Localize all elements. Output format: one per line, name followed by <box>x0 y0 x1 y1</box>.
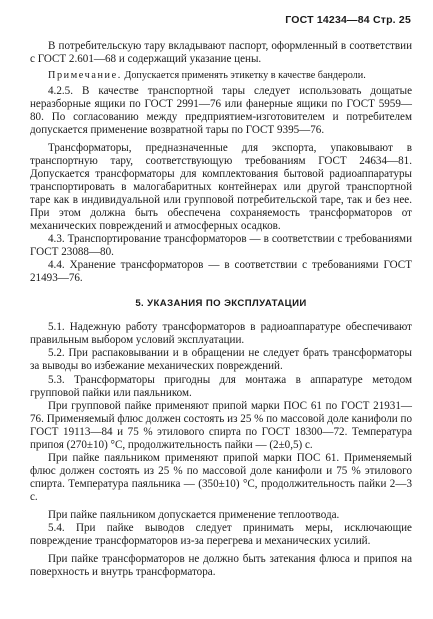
paragraph-5-3: 5.3. Трансформаторы пригодны для монтажа в аппаратуре методом групповой пайки или паяльником. <box>30 374 412 399</box>
note-label: Примечание. <box>48 70 122 81</box>
paragraph-4-2-5: 4.2.5. В качестве транспортной тары следует использовать дощатые неразборные ящики по ГОСТ 2991—76 или фанерные ящики по ГОСТ 5959—80. По согласованию между предприятием-изготовителем и потребителем допускается применение возвратной тары по ГОСТ 9395—76. <box>30 85 412 136</box>
paragraph-5-2: 5.2. При распаковывании и в обращении не следует брать трансформаторы за выводы во избежание механических повреждений. <box>30 347 412 372</box>
paragraph-4-4: 4.4. Хранение трансформаторов — в соответствии с требованиями ГОСТ 21493—76. <box>30 259 412 284</box>
section-title: 5. УКАЗАНИЯ ПО ЭКСПЛУАТАЦИИ <box>135 298 307 309</box>
paragraph-5-1: 5.1. Надежную работу трансформаторов в радиоаппаратуре обеспечивают правильным выбором условий эксплуатации. <box>30 321 412 346</box>
paragraph-heat-sink: При пайке паяльником допускается применение теплоотвода. <box>48 509 340 521</box>
paragraph-group-soldering: При групповой пайке применяют припой марки ПОС 61 по ГОСТ 21931—76. Применяемый флюс должен состоять из 25 % по массовой доле канифоли по ГОСТ 19113—84 и 75 % этилового спирта по ГОСТ 18300—72. Температура припоя (270±10) °С, продолжительность пайки — (2±0,5) с. <box>30 400 412 451</box>
document-body <box>30 40 412 579</box>
paragraph-4-3: 4.3. Транспортирование трансформаторов — в соответствии с требованиями ГОСТ 23088—80. <box>30 233 412 258</box>
paragraph-export: Трансформаторы, предназначенные для экспорта, упаковывают в транспортную тару, соответствующую требованиям ГОСТ 24634—81. Допускается трансформаторы для комплектования бытовой радиоаппаратуры транспортировать в малогабаритных контейнерах или другой транспортной таре как в индивидуальной или групповой потребительской таре, так и без нее. При этом должна быть обеспечена сохраняемость трансформаторов от механических повреждений и атмосферных осадков. <box>30 142 412 232</box>
paragraph-passport: В потребительскую тару вкладывают паспорт, оформленный в соответствии с ГОСТ 2.601—68 и содержащий указание цены. <box>30 40 412 65</box>
paragraph-flux: При пайке трансформаторов не должно быть затекания флюса и припоя на поверхность и внутрь трансформатора. <box>30 553 412 578</box>
note-text: Допускается применять этикетку в качестве бандероли. <box>121 70 366 81</box>
paragraph-iron-soldering: При пайке паяльником применяют припой марки ПОС 61. Применяемый флюс должен состоять из 25 % по массовой доле канифоли и 75 % этилового спирта. Температура паяльника — (350±10) °С, продолжительность пайки 2—3 с. <box>30 452 412 503</box>
note-paragraph <box>30 69 412 82</box>
page-header: ГОСТ 14234—84 Стр. 25 <box>285 14 411 26</box>
paragraph-5-4: 5.4. При пайке выводов следует принимать меры, исключающие повреждение трансформаторов из-за перегрева и механических усилий. <box>30 522 412 547</box>
